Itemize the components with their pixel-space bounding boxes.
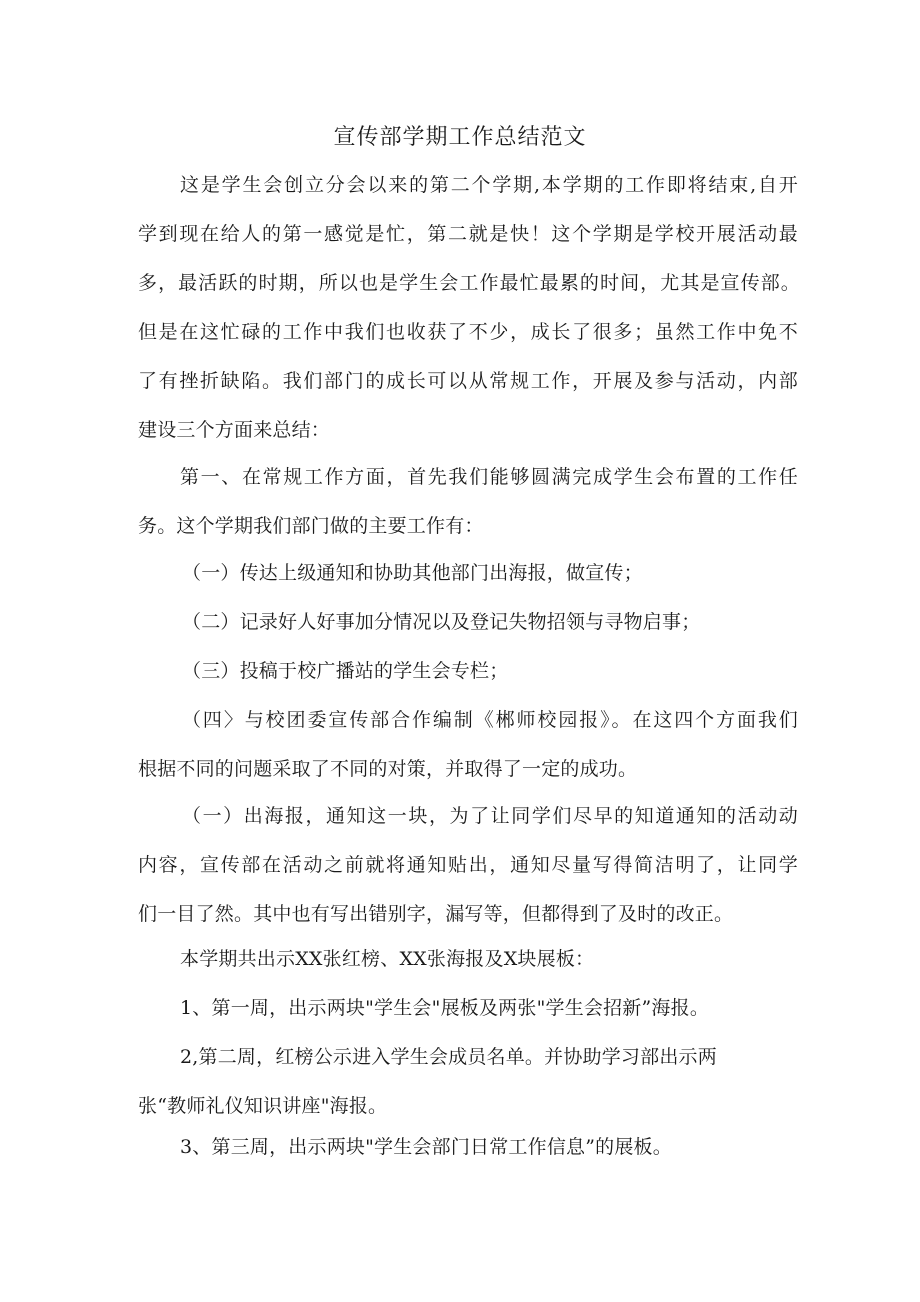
list-item: （一）传达上级通知和协助其他部门出海报，做宣传； [182,562,643,584]
paragraph-line: 务。这个学期我们部门做的主要工作有： [138,515,484,537]
paragraph-line: 根据不同的问题采取了不同的对策，并取得了一定的成功。 [138,758,638,780]
paragraph-line: 本学期共出示XX张红榜、XX张海报及X块展板： [180,948,595,970]
paragraph-line: 内容，宣传部在活动之前就将通知贴出，通知尽量写得简洁明了，让同学 [138,854,798,876]
list-item: 2,第二周，红榜公示进入学生会成员名单。并协助学习部出示两 [180,1046,717,1068]
paragraph-line: 多，最活跃的时期，所以也是学生会工作最忙最累的时间，尤其是宣传部。 [138,272,800,294]
list-item: 3、第三周，出示两块"学生会部门日常工作信息”的展板。 [180,1136,672,1158]
paragraph-line: 但是在这忙碌的工作中我们也收获了不少，成长了很多；虽然工作中免不 [138,321,798,343]
paragraph-line: 这是学生会创立分会以来的第二个学期,本学期的工作即将结束,自开 [180,174,798,196]
list-item: （三）投稿于校广播站的学生会专栏； [182,660,509,682]
list-item: （二）记录好人好事加分情况以及登记失物招领与寻物启事； [182,611,701,633]
list-item: 1、第一周，出示两块"学生会"展板及两张"学生会招新”海报。 [180,997,710,1019]
paragraph-line: 们一目了然。其中也有写出错别字，漏写等，但都得到了及时的改正。 [138,903,734,925]
paragraph-line: 张“教师礼仪知识讲座"海报。 [138,1095,388,1117]
paragraph-line: 建设三个方面来总结： [138,419,331,441]
paragraph-line: 了有挫折缺陷。我们部门的成长可以从常规工作，开展及参与活动，内部 [138,370,798,392]
list-item: （四〉与校团委宣传部合作编制《郴师校园报》。在这四个方面我们 [182,709,798,731]
paragraph-line: 第一、在常规工作方面，首先我们能够圆满完成学生会布置的工作任 [180,466,798,488]
paragraph-line: 学到现在给人的第一感觉是忙，第二就是快！这个学期是学校开展活动最 [138,223,798,245]
document-title: 宣传部学期工作总结范文 [333,125,587,150]
paragraph-line: （一）出海报，通知这一块，为了让同学们尽早的知道通知的活动动 [182,805,798,827]
